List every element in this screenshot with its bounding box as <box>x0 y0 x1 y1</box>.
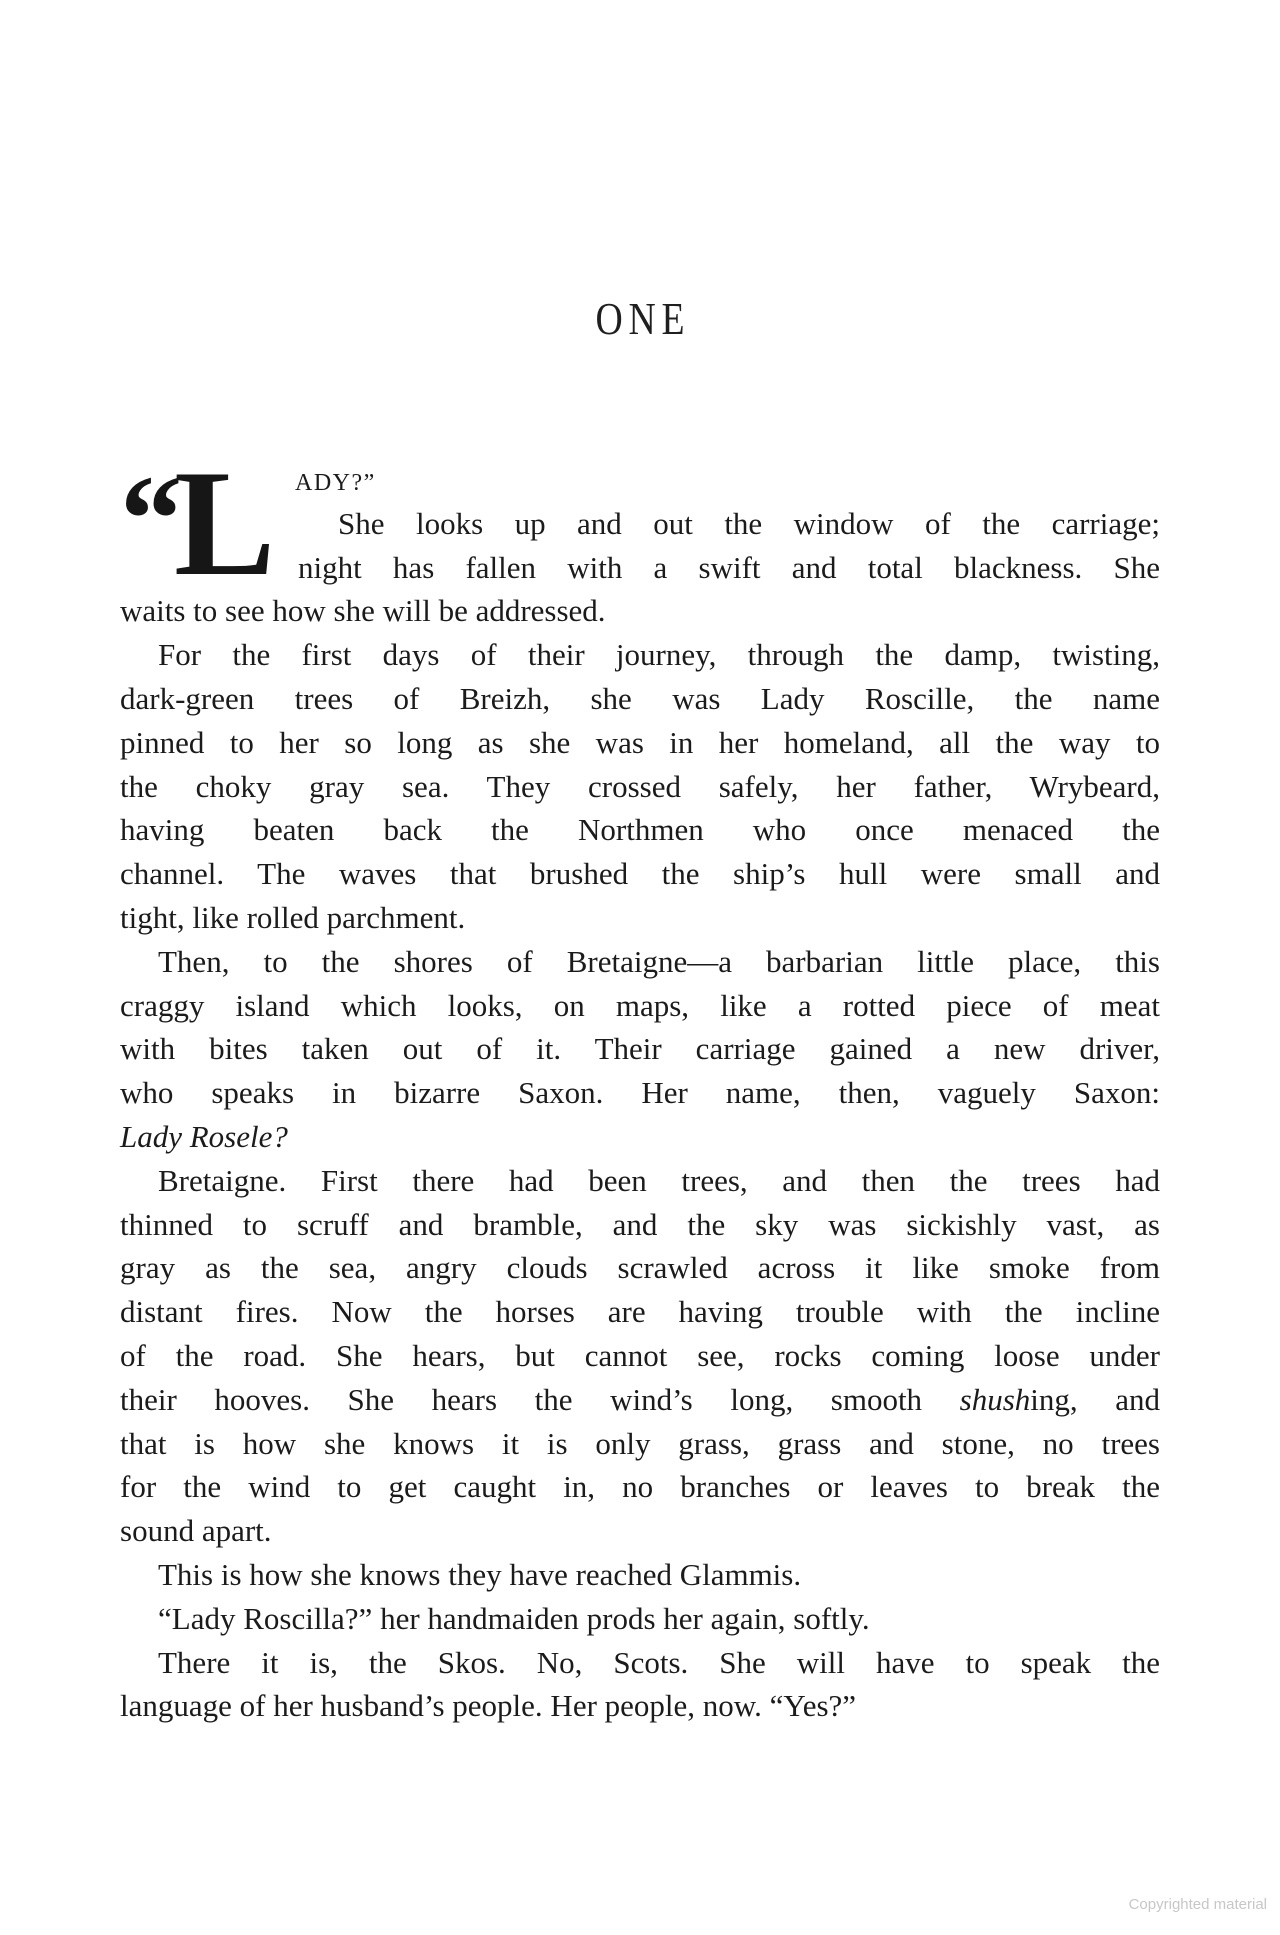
text-line: Bretaigne. First there had been trees, and then the trees had <box>158 1162 1160 1198</box>
text-line: night has fallen with a swift and total blackness. She <box>298 549 1160 585</box>
text-line: dark-green trees of Breizh, she was Lady Roscille, the name <box>120 680 1160 716</box>
copyright-watermark: Copyrighted material <box>1128 1896 1267 1913</box>
text-line: that is how she knows it is only grass, grass and stone, no trees <box>120 1425 1160 1461</box>
text-line: sound apart. <box>120 1513 272 1549</box>
chapter-heading: ONE <box>595 293 691 344</box>
text-line: Then, to the shores of Bretaigne—a barbarian little place, this <box>158 943 1160 979</box>
text-line: with bites taken out of it. Their carriage gained a new driver, <box>120 1031 1160 1067</box>
text-line: channel. The waves that brushed the ship’s hull were small and <box>120 856 1160 892</box>
text-line: having beaten back the Northmen who once menaced the <box>120 812 1160 848</box>
text-line: ADY?” <box>295 470 376 496</box>
text-line: She looks up and out the window of the carriage; <box>338 505 1160 541</box>
text-line: of the road. She hears, but cannot see, rocks coming loose under <box>120 1337 1160 1373</box>
text-line: waits to see how she will be addressed. <box>120 593 606 629</box>
text-line: pinned to her so long as she was in her homeland, all the way to <box>120 724 1160 760</box>
text-line: thinned to scruff and bramble, and the sky was sickishly vast, as <box>120 1206 1160 1242</box>
dropcap-open-quote: “ <box>120 451 183 589</box>
text-line: distant fires. Now the horses are having trouble with the incline <box>120 1294 1160 1330</box>
text-line: language of her husband’s people. Her people, now. “Yes?” <box>120 1688 857 1724</box>
text-line: For the first days of their journey, through the damp, twisting, <box>158 637 1160 673</box>
text-line: “Lady Roscilla?” her handmaiden prods her again, softly. <box>158 1600 870 1636</box>
text-line: their hooves. She hears the wind’s long, smooth shushing, and <box>120 1381 1161 1417</box>
text-line: the choky gray sea. They crossed safely, her father, Wrybeard, <box>120 768 1160 804</box>
text-line: Lady Rosele? <box>120 1118 288 1154</box>
text-line: who speaks in bizarre Saxon. Her name, then, vaguely Saxon: <box>120 1075 1160 1111</box>
text-line: There it is, the Skos. No, Scots. She will have to speak the <box>158 1644 1160 1680</box>
dropcap-letter: L <box>174 439 276 607</box>
text-block <box>120 439 1161 1728</box>
text-line: gray as the sea, angry clouds scrawled across it like smoke from <box>120 1250 1160 1286</box>
text-line: craggy island which looks, on maps, like a rotted piece of meat <box>120 987 1160 1023</box>
text-line: for the wind to get caught in, no branches or leaves to break the <box>120 1469 1160 1505</box>
text-line: This is how she knows they have reached Glammis. <box>158 1556 802 1592</box>
text-line: tight, like rolled parchment. <box>120 899 466 935</box>
